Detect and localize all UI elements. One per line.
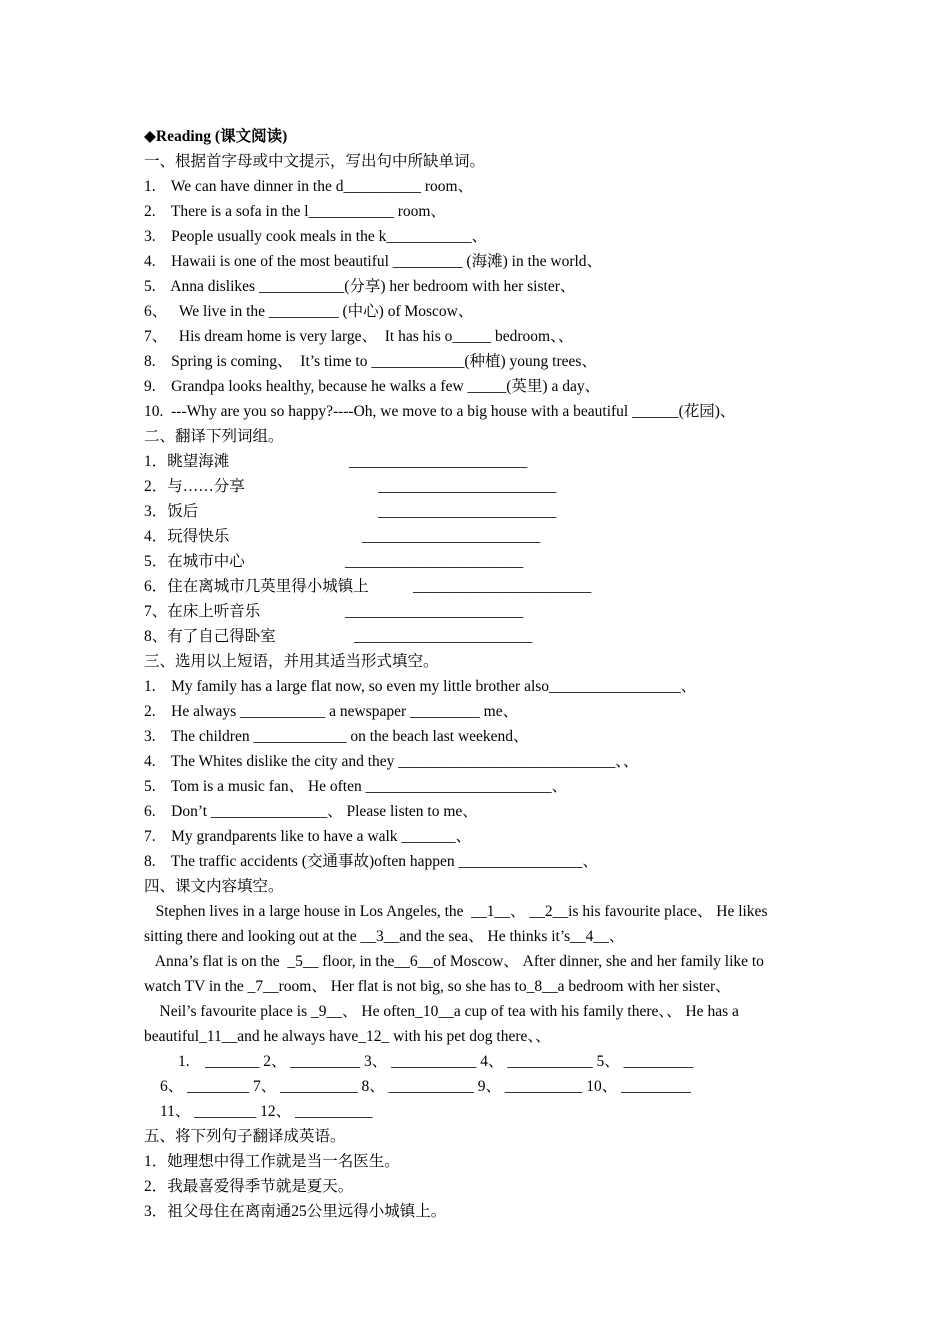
s4-para-line-3: Anna’s flat is on the _5__ floor, in the__6__of Moscow、 After dinner, she and her family like to (144, 953, 764, 970)
s2-item-3-label: 3．饭后 (144, 503, 199, 520)
s1-item-9: 9. Grandpa looks healthy, because he walks a few _____(英里) a day、 (144, 378, 601, 395)
s2-item-8-label: 8、有了自己得卧室 (144, 628, 276, 645)
s3-item-3: 3. The children ____________ on the beach last weekend、 (144, 728, 529, 745)
s3-item-8: 8. The traffic accidents (交通事故)often happen ________________、 (144, 853, 598, 870)
s1-item-10: 10. ---Why are you so happy?----Oh, we move to a big house with a beautiful ______(花园)、 (144, 403, 736, 420)
s4-para-line-6: beautiful_11__and he always have_12_ with his pet dog there、、 (144, 1028, 551, 1045)
s2-item-4-label: 4．玩得快乐 (144, 528, 230, 545)
s5-item-1: 1．她理想中得工作就是当一名医生。 (144, 1153, 400, 1170)
reading-title: ◆Reading (课文阅读) (144, 128, 288, 145)
s4-para-line-4: watch TV in the _7__room、 Her flat is not big, so she has to_8__a bedroom with her sister、 (144, 978, 731, 995)
section-2-heading: 二、翻译下列词组。 (144, 428, 284, 445)
s1-item-4: 4. Hawaii is one of the most beautiful _________ (海滩) in the world、 (144, 253, 603, 270)
s2-item-3-blank: _______________________ (378, 503, 557, 520)
s1-item-8: 8. Spring is coming、 It’s time to ____________(种植) young trees、 (144, 353, 597, 370)
s3-item-5: 5. Tom is a music fan、 He often ________________________、 (144, 778, 568, 795)
s2-item-1-blank: _______________________ (349, 453, 528, 470)
s2-item-2-label: 2．与……分享 (144, 478, 245, 495)
s2-item-1-label: 1．眺望海滩 (144, 453, 230, 470)
s2-item-5-label: 5．在城市中心 (144, 553, 245, 570)
section-1-heading: 一、根据首字母或中文提示，写出句中所缺单词。 (144, 153, 486, 170)
s4-para-line-5: Neil’s favourite place is _9__、 He often_10__a cup of tea with his family there、、 He has a (144, 1003, 739, 1020)
s4-answer-line-3: 11、 ________ 12、 __________ (160, 1103, 373, 1120)
s2-item-8-blank: _______________________ (354, 628, 533, 645)
s4-answer-line-1: 1. _______ 2、 _________ 3、 ___________ 4、 ___________ 5、 _________ (178, 1053, 694, 1070)
s3-item-2: 2. He always ___________ a newspaper _________ me、 (144, 703, 519, 720)
s2-item-7-blank: _______________________ (345, 603, 524, 620)
s2-item-2-blank: _______________________ (378, 478, 557, 495)
s1-item-6: 6、 We live in the _________ (中心) of Moscow、 (144, 303, 474, 320)
s1-item-5: 5. Anna dislikes ___________(分享) her bedroom with her sister、 (144, 278, 576, 295)
s3-item-4: 4. The Whites dislike the city and they ____________________________、、 (144, 753, 639, 770)
section-5-heading: 五、将下列句子翻译成英语。 (144, 1128, 346, 1145)
s2-item-7-label: 7、在床上听音乐 (144, 603, 261, 620)
s3-item-6: 6. Don’t _______________、 Please listen to me、 (144, 803, 478, 820)
s5-item-2: 2．我最喜爱得季节就是夏天。 (144, 1178, 354, 1195)
s4-para-line-2: sitting there and looking out at the __3__and the sea、 He thinks it’s__4__、 (144, 928, 625, 945)
s3-item-7: 7. My grandparents like to have a walk _______、 (144, 828, 472, 845)
section-4-heading: 四、课文内容填空。 (144, 878, 284, 895)
s5-item-3: 3．祖父母住在离南通25公里远得小城镇上。 (144, 1203, 447, 1220)
s1-item-1: 1. We can have dinner in the d__________ room、 (144, 178, 474, 195)
s2-item-4-blank: _______________________ (362, 528, 541, 545)
s2-item-5-blank: _______________________ (345, 553, 524, 570)
s4-para-line-1: Stephen lives in a large house in Los Angeles, the __1__、 __2__is his favourite place、 He likes (144, 903, 768, 920)
s3-item-1: 1. My family has a large flat now, so even my little brother also_________________、 (144, 678, 697, 695)
s1-item-7: 7、 His dream home is very large、 It has his o_____ bedroom、、 (144, 328, 574, 345)
s1-item-3: 3. People usually cook meals in the k___________、 (144, 228, 488, 245)
s2-item-6-label: 6．住在离城市几英里得小城镇上 (144, 578, 369, 595)
section-3-heading: 三、选用以上短语，并用其适当形式填空。 (144, 653, 439, 670)
s4-answer-line-2: 6、 ________ 7、 __________ 8、 ___________ 9、 __________ 10、 _________ (160, 1078, 691, 1095)
s2-item-6-blank: _______________________ (413, 578, 592, 595)
s1-item-2: 2. There is a sofa in the l___________ room、 (144, 203, 446, 220)
